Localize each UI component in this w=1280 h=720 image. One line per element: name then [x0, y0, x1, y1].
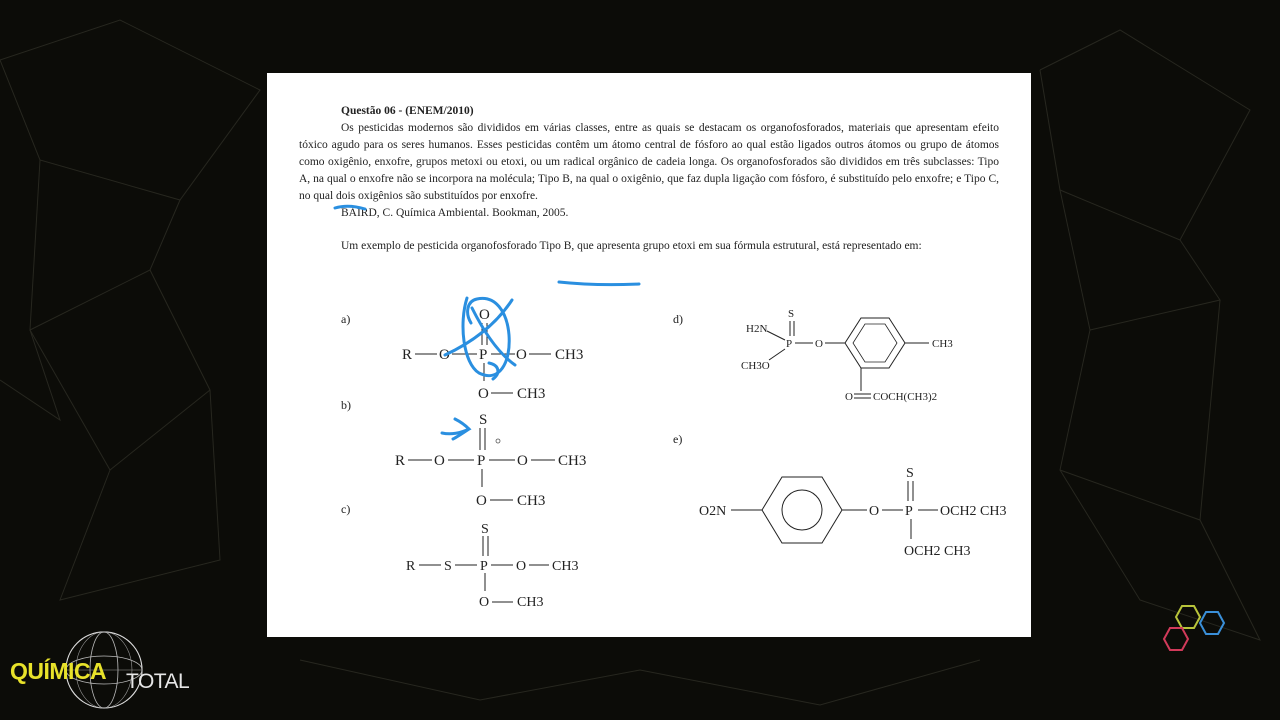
option-b-label[interactable]: b)	[341, 398, 351, 412]
question-prompt: Um exemplo de pesticida organofosforado Tipo B, que apresenta grupo etoxi em sua fórmula estrutural, está representado em:	[341, 240, 922, 252]
atom-c-p: P	[480, 559, 488, 574]
option-a-label[interactable]: a)	[341, 312, 351, 326]
atom-b-left-o: O	[434, 453, 445, 469]
structure-e[interactable]	[699, 466, 1007, 559]
structure-c[interactable]	[406, 522, 578, 610]
structures-svg	[267, 73, 1031, 637]
atom-e-right-group: OCH2 CH3	[940, 504, 1007, 519]
atom-d-o: O	[815, 338, 823, 350]
atom-a-p: P	[479, 347, 488, 363]
atom-d-top-s: S	[788, 308, 795, 320]
atom-c-bottom-o: O	[479, 595, 490, 610]
atom-c-bottom-ch3: CH3	[517, 595, 544, 610]
logo-sub-text: TOTAL	[126, 670, 190, 693]
option-d-label[interactable]: d)	[673, 312, 683, 326]
atom-d-ch3o: CH3O	[741, 360, 770, 372]
atom-b-bottom-ch3: CH3	[517, 493, 546, 509]
quimica-total-logo	[6, 628, 206, 708]
atom-d-p: P	[786, 338, 793, 350]
atom-a-left-o: O	[439, 347, 450, 363]
atom-d-carbonyl-group: COCH(CH3)2	[873, 391, 938, 403]
option-c-label[interactable]: c)	[341, 502, 351, 516]
option-e-label[interactable]: e)	[673, 432, 683, 446]
atom-a-right-o: O	[516, 347, 527, 363]
atom-b-right-ch3: CH3	[558, 453, 587, 469]
logo-main-text: QUÍMICA	[10, 658, 107, 684]
question-title: Questão 06 - (ENEM/2010)	[341, 105, 474, 117]
atom-e-top-s: S	[906, 466, 914, 481]
question-source: BAIRD, C. Química Ambiental. Bookman, 2005.	[341, 207, 569, 219]
atom-b-bottom-o: O	[476, 493, 487, 509]
atom-c-left-s: S	[444, 559, 452, 574]
atom-b-top-s: S	[479, 412, 488, 428]
atom-a-right-ch3: CH3	[555, 347, 584, 363]
atom-e-o: O	[869, 504, 880, 519]
atom-b-r: R	[395, 453, 406, 469]
atom-c-right-o: O	[516, 559, 527, 574]
atom-c-top-s: S	[481, 522, 489, 537]
atom-c-right-ch3: CH3	[552, 559, 579, 574]
structure-b[interactable]	[395, 412, 586, 509]
atom-a-bottom-ch3: CH3	[517, 386, 546, 402]
question-paragraph: Os pesticidas modernos são divididos em várias classes, entre as quais se destacam os organofosforados, materiais que apresentam efeito tóxico agudo para os seres humanos. Esses pesticidas contêm um átomo central de fósforo ao qual estão ligados outros átomos ou grupo de átomos como oxigênio, enxofre, grupos metoxi ou etoxi, ou um radical orgânico de cadeia longa. Os organofosforados são divididos em três subclasses: Tipo A, na qual o enxofre não se incorpora na molécula; Tipo B, na qual o oxigênio, que faz dupla ligação com fósforo, é substituído pelo enxofre; e Tipo C, no qual dois oxigênios são substituídos por enxofre.	[299, 122, 999, 202]
atom-a-top-o: O	[479, 307, 490, 323]
atom-c-r: R	[406, 559, 416, 574]
atom-a-bottom-o: O	[478, 386, 489, 402]
question-page	[267, 73, 1031, 637]
atom-e-o2n: O2N	[699, 504, 727, 519]
atom-d-h2n: H2N	[746, 323, 768, 335]
atom-d-ring-ch3: CH3	[932, 338, 953, 350]
atom-b-right-o: O	[517, 453, 528, 469]
hexagon-molecule-icon	[1160, 600, 1240, 660]
atom-a-r: R	[402, 347, 413, 363]
structure-d[interactable]	[741, 308, 953, 403]
atom-b-p: P	[477, 453, 486, 469]
atom-d-carbonyl-o: O	[845, 391, 853, 403]
atom-e-bottom-group: OCH2 CH3	[904, 544, 971, 559]
atom-e-p: P	[905, 504, 913, 519]
